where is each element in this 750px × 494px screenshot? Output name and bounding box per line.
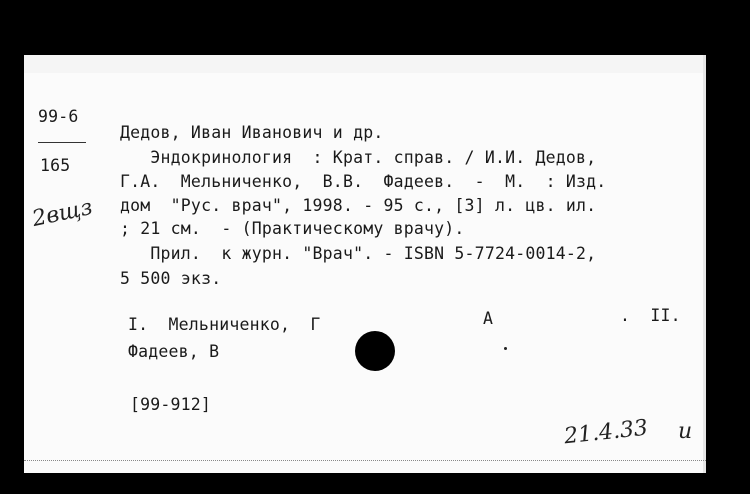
tracing-1-left: I. Мельниченко, Г [128, 315, 321, 334]
title-line: Эндокринология : Крат. справ. / И.И. Дедов, [120, 148, 597, 167]
call-number-top: 99-6 [38, 107, 79, 126]
call-number-bottom: 165 [40, 156, 71, 175]
handwritten-mark-right: и [678, 419, 693, 444]
accession-number: [99-912] [130, 395, 212, 414]
handwritten-date: 21.4.33 [562, 415, 650, 450]
author-heading: Дедов, Иван Иванович и др. [120, 123, 384, 142]
card-edge [703, 55, 706, 473]
tracing-2-left: Фадеев, В [128, 342, 220, 361]
call-number-divider [38, 142, 86, 143]
card-bottom-rule [24, 460, 706, 461]
copies-line: 5 500 экз. [120, 269, 222, 288]
note-line: Прил. к журн. "Врач". - ISBN 5-7724-0014-2, [120, 244, 597, 263]
tracing-1-right: . II. [620, 306, 681, 325]
series-line: ; 21 см. - (Практическому врачу). [120, 219, 465, 238]
catalog-card [24, 55, 706, 473]
handwritten-mark-left: 2вщз [30, 194, 95, 233]
stray-dot [504, 347, 507, 350]
responsibility-line: Г.А. Мельниченко, В.В. Фадеев. - М. : Изд. [120, 172, 607, 191]
tracing-1-mid: А [483, 309, 494, 328]
imprint-line: дом "Рус. врач", 1998. - 95 с., [3] л. цв. ил. [120, 196, 597, 215]
card-punch-hole [355, 331, 395, 371]
